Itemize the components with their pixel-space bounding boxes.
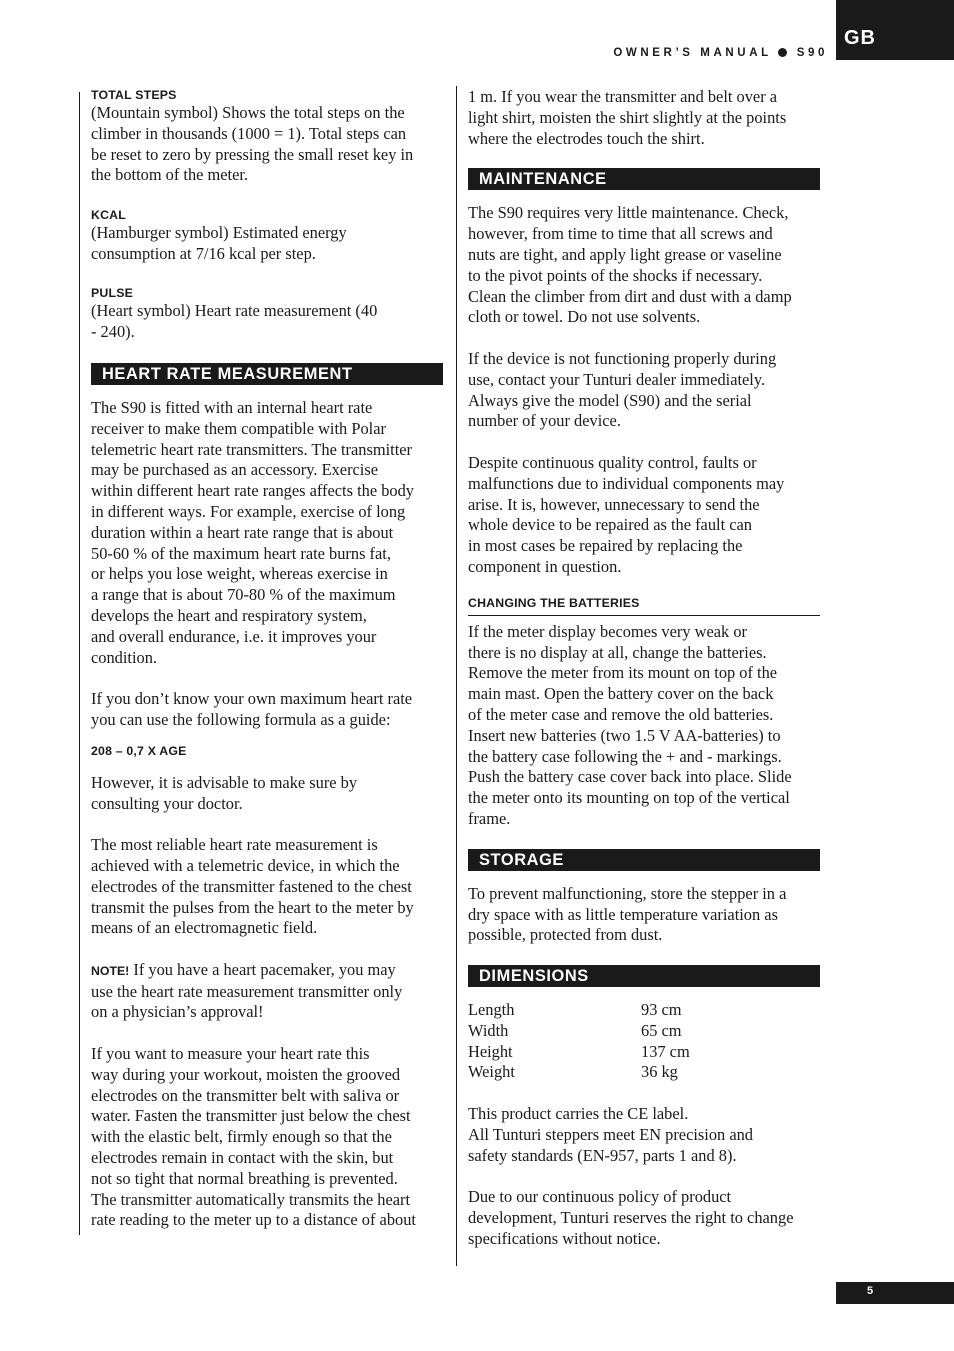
heart-rate-intro-text: The S90 is fitted with an internal heart rate receiver to make them compatible with Polar telemetric heart rate transmitters. The transmitter may be purchased as an accessory. Exercise within different heart rate ranges affects the body in different ways. For example, exercise of long duration within a heart rate range that is about 50-60 % of the maximum heart rate burns fat, or helps you lose weight, whereas exercise in a range that is about 70-80 % of the maximum develops the heart and respiratory system, and overall endurance, i.e. it improves your condition. xyxy=(91,397,414,667)
dimension-value: 137 cm xyxy=(641,1041,690,1061)
maintenance-heading: MAINTENANCE xyxy=(468,168,820,190)
dimension-label: Length xyxy=(468,1000,515,1020)
pulse-heading: PULSE xyxy=(91,286,133,301)
maintenance-text-1: The S90 requires very little maintenance. Check, however, from time to time that all screws and nuts are tight, and apply light grease or vaseline to the pivot points of the shocks if necessary. Clean the climber from dirt and dust with a damp cloth or towel. Do not use solvents. xyxy=(468,203,792,327)
kcal-text: (Hamburger symbol) Estimated energy consumption at 7/16 kcal per step. xyxy=(91,222,347,263)
page-number-tab xyxy=(836,1282,954,1304)
dimension-value: 65 cm xyxy=(641,1020,682,1040)
left-column-rule xyxy=(79,92,80,1235)
heart-rate-formula: 208 – 0,7 X AGE xyxy=(91,743,187,758)
pacemaker-note xyxy=(91,960,443,1023)
left-column xyxy=(91,87,443,1231)
note-text: If you have a heart pacemaker, you may use the heart rate measurement transmitter only on a physician’s approval! xyxy=(91,959,403,1022)
storage-heading: STORAGE xyxy=(468,849,820,871)
ce-label-text: This product carries the CE label. All Tunturi steppers meet EN precision and safety standards (EN-957, parts 1 and 8). xyxy=(468,1104,753,1165)
product-policy-text: Due to our continuous policy of product development, Tunturi reserves the right to change specifications without notice. xyxy=(468,1187,794,1248)
language-tab-label: GB xyxy=(844,27,876,49)
column-divider-rule xyxy=(456,86,457,1266)
max-heart-rate-text: If you don’t know your own maximum heart rate you can use the following formula as a guide: xyxy=(91,689,413,729)
telemetric-device-text: The most reliable heart rate measurement is achieved with a telemetric device, in which the electrodes of the transmitter fastened to the chest transmit the pulses from the heart to the meter by means of an electromagnetic field. xyxy=(91,835,414,938)
dimension-value: 93 cm xyxy=(641,1000,682,1020)
dimensions-heading: DIMENSIONS xyxy=(468,965,820,987)
maintenance-text-2: If the device is not functioning properly during use, contact your Tunturi dealer immediately. Always give the model (S90) and the serial number of your device. xyxy=(468,348,777,431)
pulse-text: (Heart symbol) Heart rate measurement (40 - 240). xyxy=(91,301,378,342)
storage-text: To prevent malfunctioning, store the stepper in a dry space with as little temperature variation as possible, protected from dust. xyxy=(468,883,787,945)
transmitter-usage-text: If you want to measure your heart rate this way during your workout, moisten the grooved electrodes on the transmitter belt with saliva or water. Fasten the transmitter just below the chest with the elastic belt, firmly enough so that the electrodes remain in contact with the skin, but not so tight that normal breathing is prevented. The transmitter automatically transmits the heart rate reading to the meter up to a distance of about xyxy=(91,1044,416,1230)
maintenance-text-3: Despite continuous quality control, faults or malfunctions due to individual components may arise. It is, however, unnecessary to send the whole device to be repaired as the fault can in most cases be repaired by replacing the component in question. xyxy=(468,452,785,576)
bullet-dot-icon xyxy=(778,48,787,57)
page-number: 5 xyxy=(867,1285,874,1297)
kcal-heading: KCAL xyxy=(91,207,126,222)
changing-batteries-text: If the meter display becomes very weak or there is no display at all, change the batteries. Remove the meter from its mount on top of the main mast. Open the battery cover on the back of the meter case and remove the old batteries. Insert new batteries (two 1.5 V AA-batteries) to the battery case following the + and - markings. Push the battery case cover back into place. Slide the meter onto its mounting on top of the vertical frame. xyxy=(468,621,792,828)
total-steps-text: (Mountain symbol) Shows the total steps on the climber in thousands (1000 = 1). Total steps can be reset to zero by pressing the small reset key in the bottom of the meter. xyxy=(91,103,414,185)
running-header xyxy=(613,47,828,59)
right-column xyxy=(468,87,820,1250)
note-label: NOTE! xyxy=(91,963,130,978)
language-tab xyxy=(836,0,954,60)
heart-rate-measurement-heading: HEART RATE MEASUREMENT xyxy=(91,363,443,385)
doctor-advice-text: However, it is advisable to make sure by consulting your doctor. xyxy=(91,772,358,813)
dimension-value: 36 kg xyxy=(641,1062,678,1082)
dimension-label: Width xyxy=(468,1020,509,1040)
dimension-label: Height xyxy=(468,1041,513,1061)
running-header-title: OWNER’S MANUAL xyxy=(613,47,772,59)
running-header-model: S90 xyxy=(796,47,828,59)
transmitter-continued-text: 1 m. If you wear the transmitter and belt over a light shirt, moisten the shirt slightly at the points where the electrodes touch the shirt. xyxy=(468,87,787,148)
dimensions-table xyxy=(468,1000,820,1083)
dimension-label: Weight xyxy=(468,1062,515,1082)
total-steps-heading: TOTAL STEPS xyxy=(91,88,177,102)
changing-batteries-heading: CHANGING THE BATTERIES xyxy=(468,595,820,616)
